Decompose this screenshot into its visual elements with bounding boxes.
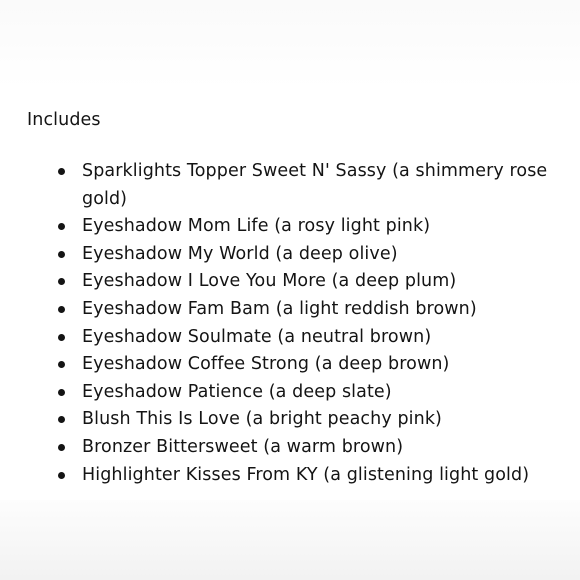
list-item-text: Blush This Is Love (a bright peachy pink) <box>82 409 442 430</box>
bullet-icon <box>58 278 65 285</box>
bottom-background <box>0 500 580 580</box>
bullet-icon <box>58 306 65 313</box>
list-item-text: Sparklights Topper Sweet N' Sassy (a shimmery rose gold) <box>82 161 548 209</box>
list-item-text: Eyeshadow Coffee Strong (a deep brown) <box>82 354 450 375</box>
list-item <box>56 158 566 213</box>
bullet-icon <box>58 416 65 423</box>
bullet-icon <box>58 251 65 258</box>
list-item <box>56 241 566 269</box>
section-heading: Includes <box>27 110 101 130</box>
list-item <box>56 296 566 324</box>
bullet-icon <box>58 361 65 368</box>
list-item-text: Eyeshadow Mom Life (a rosy light pink) <box>82 216 431 237</box>
bullet-icon <box>58 334 65 341</box>
bullet-icon <box>58 444 65 451</box>
list-item-text: Eyeshadow My World (a deep olive) <box>82 243 398 264</box>
list-item <box>56 406 566 434</box>
top-background <box>0 0 580 88</box>
list-item <box>56 379 566 407</box>
bullet-icon <box>58 168 65 175</box>
bullet-icon <box>58 223 65 230</box>
list-item <box>56 213 566 241</box>
bullet-icon <box>58 472 65 479</box>
list-item-text: Eyeshadow Patience (a deep slate) <box>82 381 392 402</box>
list-item-text: Highlighter Kisses From KY (a glistening light gold) <box>82 464 530 485</box>
list-item <box>56 462 566 490</box>
list-item <box>56 324 566 352</box>
includes-list <box>56 158 566 489</box>
list-item-text: Eyeshadow Soulmate (a neutral brown) <box>82 326 432 347</box>
list-item <box>56 351 566 379</box>
list-item <box>56 434 566 462</box>
list-item-text: Eyeshadow Fam Bam (a light reddish brown) <box>82 298 477 319</box>
list-item-text: Eyeshadow I Love You More (a deep plum) <box>82 271 457 292</box>
bullet-icon <box>58 389 65 396</box>
list-item <box>56 268 566 296</box>
list-item-text: Bronzer Bittersweet (a warm brown) <box>82 436 404 457</box>
